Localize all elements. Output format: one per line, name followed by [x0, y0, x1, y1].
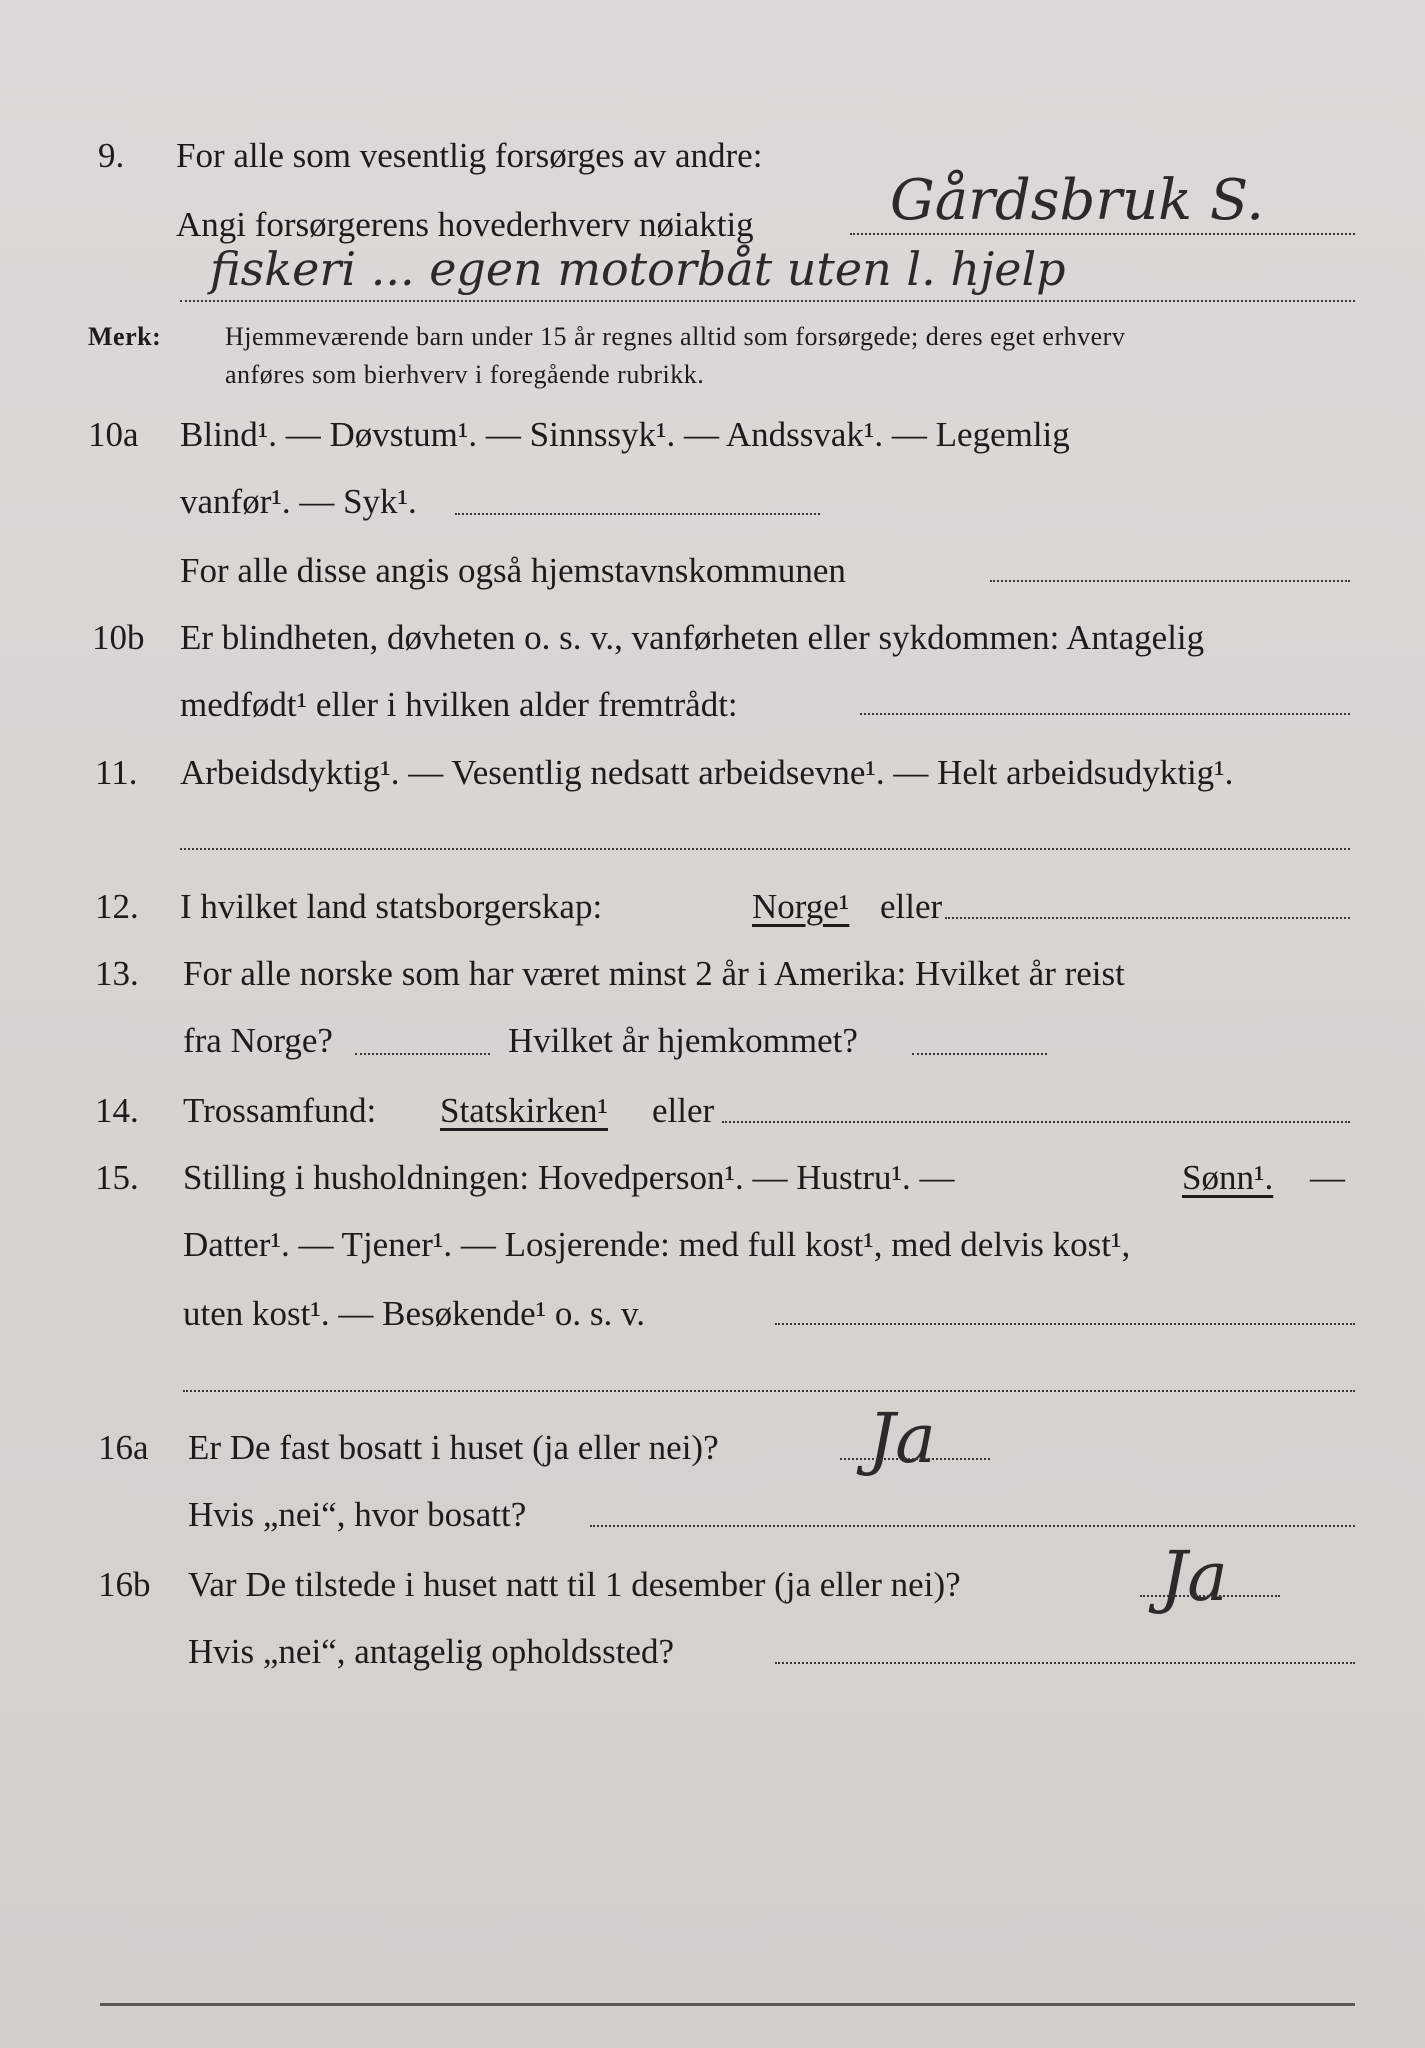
q11-number: 11.: [95, 753, 138, 792]
merk-note-line-1: Hjemmeværende barn under 15 år regnes alltid som forsørgede; deres eget erhverv: [225, 322, 1126, 351]
q12-number: 12.: [95, 887, 139, 926]
q10a-number: 10a: [88, 415, 139, 454]
q14-row: [0, 1086, 1425, 1136]
page-bottom-edge: [100, 2003, 1355, 2006]
q13-row-1: [0, 949, 1425, 999]
q16a-question: Er De fast bosatt i huset (ja eller nei)?: [188, 1428, 719, 1467]
q16b-question: Var De tilstede i huset natt til 1 desember (ja eller nei)?: [188, 1565, 961, 1604]
q16a-row-2: [0, 1490, 1425, 1540]
q10a-options: Blind¹. — Døvstum¹. — Sinnssyk¹. — Andssvak¹. — Legemlig: [180, 415, 1070, 454]
q13-return-label: Hvilket år hjemkommet?: [508, 1021, 858, 1060]
q10a-row-3: [0, 546, 1425, 596]
q16a-followup: Hvis „nei“, hvor bosatt?: [188, 1495, 527, 1534]
q16a-followup-line: [590, 1525, 1355, 1527]
q10b-question-cont: medfødt¹ eller i hvilken alder fremtrådt:: [180, 685, 738, 724]
q12-line: [945, 917, 1350, 919]
q16a-number: 16a: [98, 1428, 149, 1467]
merk-label: Merk:: [88, 322, 162, 351]
q14-line: [722, 1121, 1350, 1123]
q16a-answer-line: [840, 1458, 990, 1460]
q12-eller: eller: [880, 887, 943, 926]
q15-number: 15.: [95, 1158, 139, 1197]
q14-question: Trossamfund:: [183, 1091, 377, 1130]
q16b-row-2: [0, 1627, 1425, 1677]
q9-question: For alle som vesentlig forsørges av andre:: [176, 136, 763, 175]
q10b-row-1: [0, 613, 1425, 663]
q16b-number: 16b: [98, 1565, 151, 1604]
q15-row-1: [0, 1153, 1425, 1203]
q14-eller: eller: [652, 1091, 715, 1130]
q13-question: For alle norske som har været minst 2 år i Amerika: Hvilket år reist: [183, 954, 1125, 993]
q15-sonn-underlined: Sønn¹.: [1182, 1158, 1274, 1197]
q16b-followup: Hvis „nei“, antagelig opholdssted?: [188, 1632, 674, 1671]
q16a-row-1: [0, 1423, 1425, 1473]
q9-handwritten-answer-1: Gårdsbruk S.: [890, 168, 1265, 233]
q15-row-3: [0, 1289, 1425, 1339]
q10b-line: [860, 713, 1350, 715]
q14-statskirken-underlined: Statskirken¹: [440, 1091, 608, 1130]
q10b-number: 10b: [92, 618, 145, 657]
q15-question: Stilling i husholdningen: Hovedperson¹. — Hustru¹. —: [183, 1158, 955, 1197]
q10a-row-2: [0, 477, 1425, 527]
q10a-line-2: [990, 580, 1350, 582]
q9-answer-line-2: [180, 300, 1355, 302]
q12-question: I hvilket land statsborgerskap:: [180, 887, 603, 926]
q9-handwritten-answer-2: fiskeri ... egen motorbåt uten l. hjelp: [210, 242, 1066, 296]
q15-row-2: [0, 1220, 1425, 1270]
q10a-row-1: [0, 410, 1425, 460]
q13-return-line: [912, 1053, 1047, 1055]
q12-row: [0, 882, 1425, 932]
q9-occupation-label: Angi forsørgerens hovederhverv nøiaktig: [176, 205, 754, 244]
merk-note-line-2: anføres som bierhverv i foregående rubrikk.: [225, 360, 705, 389]
q15-options-cont: Datter¹. — Tjener¹. — Losjerende: med full kost¹, med delvis kost¹,: [183, 1225, 1131, 1264]
q10b-question: Er blindheten, døvheten o. s. v., vanførheten eller sykdommen: Antagelig: [180, 618, 1205, 657]
q13-departure-label: fra Norge?: [183, 1021, 333, 1060]
q15-dash: —: [1310, 1158, 1345, 1197]
q16b-handwritten-answer: Ja: [1160, 1538, 1228, 1617]
q11-row: [0, 748, 1425, 798]
q13-row-2: [0, 1016, 1425, 1066]
q13-number: 13.: [95, 954, 139, 993]
q9-number: 9.: [98, 136, 125, 175]
q9-answer-line-1: [850, 233, 1355, 235]
q16b-answer-line: [1140, 1595, 1280, 1597]
q11-options: Arbeidsdyktig¹. — Vesentlig nedsatt arbeidsevne¹. — Helt arbeidsudyktig¹.: [180, 753, 1234, 792]
q10a-line-1: [455, 513, 820, 515]
q10a-home-municipality: For alle disse angis også hjemstavnskommunen: [180, 551, 846, 590]
q15-line-1: [775, 1323, 1355, 1325]
q12-norge-underlined: Norge¹: [752, 887, 850, 926]
q13-departure-line: [355, 1053, 490, 1055]
q16a-handwritten-answer: Ja: [868, 1400, 936, 1479]
q10a-options-cont: vanfør¹. — Syk¹.: [180, 482, 417, 521]
q11-line: [180, 848, 1350, 850]
q15-options-cont-2: uten kost¹. — Besøkende¹ o. s. v.: [183, 1294, 646, 1333]
q14-number: 14.: [95, 1091, 139, 1130]
q16b-followup-line: [775, 1662, 1355, 1664]
q10b-row-2: [0, 680, 1425, 730]
q15-line-2: [183, 1390, 1355, 1392]
